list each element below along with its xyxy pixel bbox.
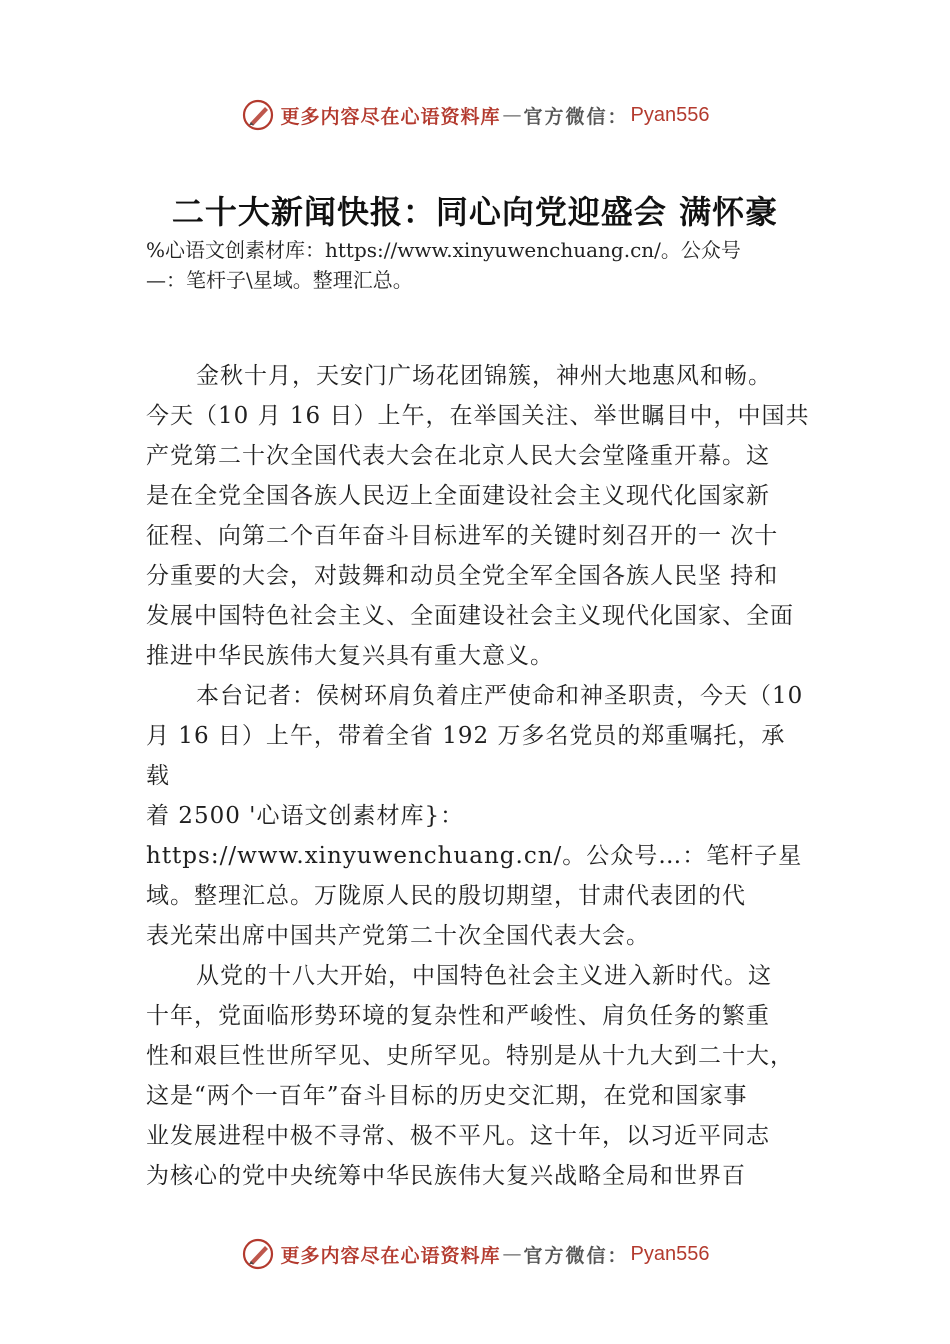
body-line: 着 2500 '心语文创素材库}： bbox=[146, 803, 465, 829]
body-line: 征程、向第二个百年奋斗目标进军的关键时刻召开的一 次十 bbox=[146, 523, 779, 549]
watermark-id: Pyan556 bbox=[630, 103, 710, 126]
body-line: 从党的十八大开始，中国特色社会主义进入新时代。这 bbox=[196, 963, 772, 989]
body-line: 载 bbox=[146, 763, 170, 789]
source-line: %心语文创素材库：https://www.xinyuwenchuang.cn/。公众号 bbox=[146, 238, 741, 262]
body-line: 十年，党面临形势环境的复杂性和严峻性、肩负任务的繁重 bbox=[146, 1003, 770, 1029]
body-line: 这是“两个一百年”奋斗目标的历史交汇期，在党和国家事 bbox=[146, 1083, 748, 1109]
watermark-label: 官方微信： bbox=[523, 105, 629, 128]
body-line: 域。整理汇总。万陇原人民的殷切期望，甘肃代表团的代 bbox=[146, 883, 746, 909]
body-line: 性和艰巨性世所罕见、史所罕见。特别是从十九大到二十大， bbox=[146, 1043, 794, 1069]
body-line: 金秋十月，天安门广场花团锦簇，神州大地惠风和畅。 bbox=[196, 363, 772, 389]
body-line: 是在全党全国各族人民迈上全面建设社会主义现代化国家新 bbox=[146, 483, 770, 509]
body-line: 今天（10 月 16 日）上午，在举国关注、举世瞩目中，中国共 bbox=[146, 403, 810, 429]
pen-logo-icon bbox=[241, 1237, 275, 1271]
body-line: 为核心的党中央统筹中华民族伟大复兴战略全局和世界百 bbox=[146, 1163, 746, 1189]
article-body bbox=[146, 356, 846, 1196]
watermark-text: 更多内容尽在心语资料库 bbox=[280, 105, 501, 128]
body-line: 发展中国特色社会主义、全面建设社会主义现代化国家、全面 bbox=[146, 603, 794, 629]
watermark-id: Pyan556 bbox=[630, 1242, 710, 1265]
page-title: 二十大新闻快报：同心向党迎盛会 满怀豪 bbox=[171, 193, 779, 231]
pen-logo-icon bbox=[241, 98, 275, 132]
body-line: 表光荣出席中国共产党第二十次全国代表大会。 bbox=[146, 923, 650, 949]
body-line: 本台记者：侯树环肩负着庄严使命和神圣职责，今天（10 bbox=[196, 683, 804, 709]
body-line: 分重要的大会，对鼓舞和动员全党全军全国各族人民坚 持和 bbox=[146, 563, 779, 589]
body-line: 月 16 日）上午，带着全省 192 万多名党员的郑重嘱托，承 bbox=[146, 723, 786, 749]
body-line: 业发展进程中极不寻常、极不平凡。这十年，以习近平同志 bbox=[146, 1123, 770, 1149]
watermark-separator: — bbox=[502, 104, 522, 126]
source-note bbox=[146, 235, 846, 295]
header-watermark bbox=[0, 95, 950, 135]
watermark-label: 官方微信： bbox=[523, 1244, 629, 1267]
watermark-text: 更多内容尽在心语资料库 bbox=[280, 1244, 501, 1267]
footer-watermark bbox=[0, 1234, 950, 1274]
body-line: 产党第二十次全国代表大会在北京人民大会堂隆重开幕。这 bbox=[146, 443, 770, 469]
source-line: —：笔杆子\星域。整理汇总。 bbox=[146, 268, 413, 292]
body-line: https://www.xinyuwenchuang.cn/。公众号…：笔杆子星 bbox=[146, 843, 803, 869]
body-line: 推进中华民族伟大复兴具有重大意义。 bbox=[146, 643, 554, 669]
watermark-separator: — bbox=[502, 1243, 522, 1265]
